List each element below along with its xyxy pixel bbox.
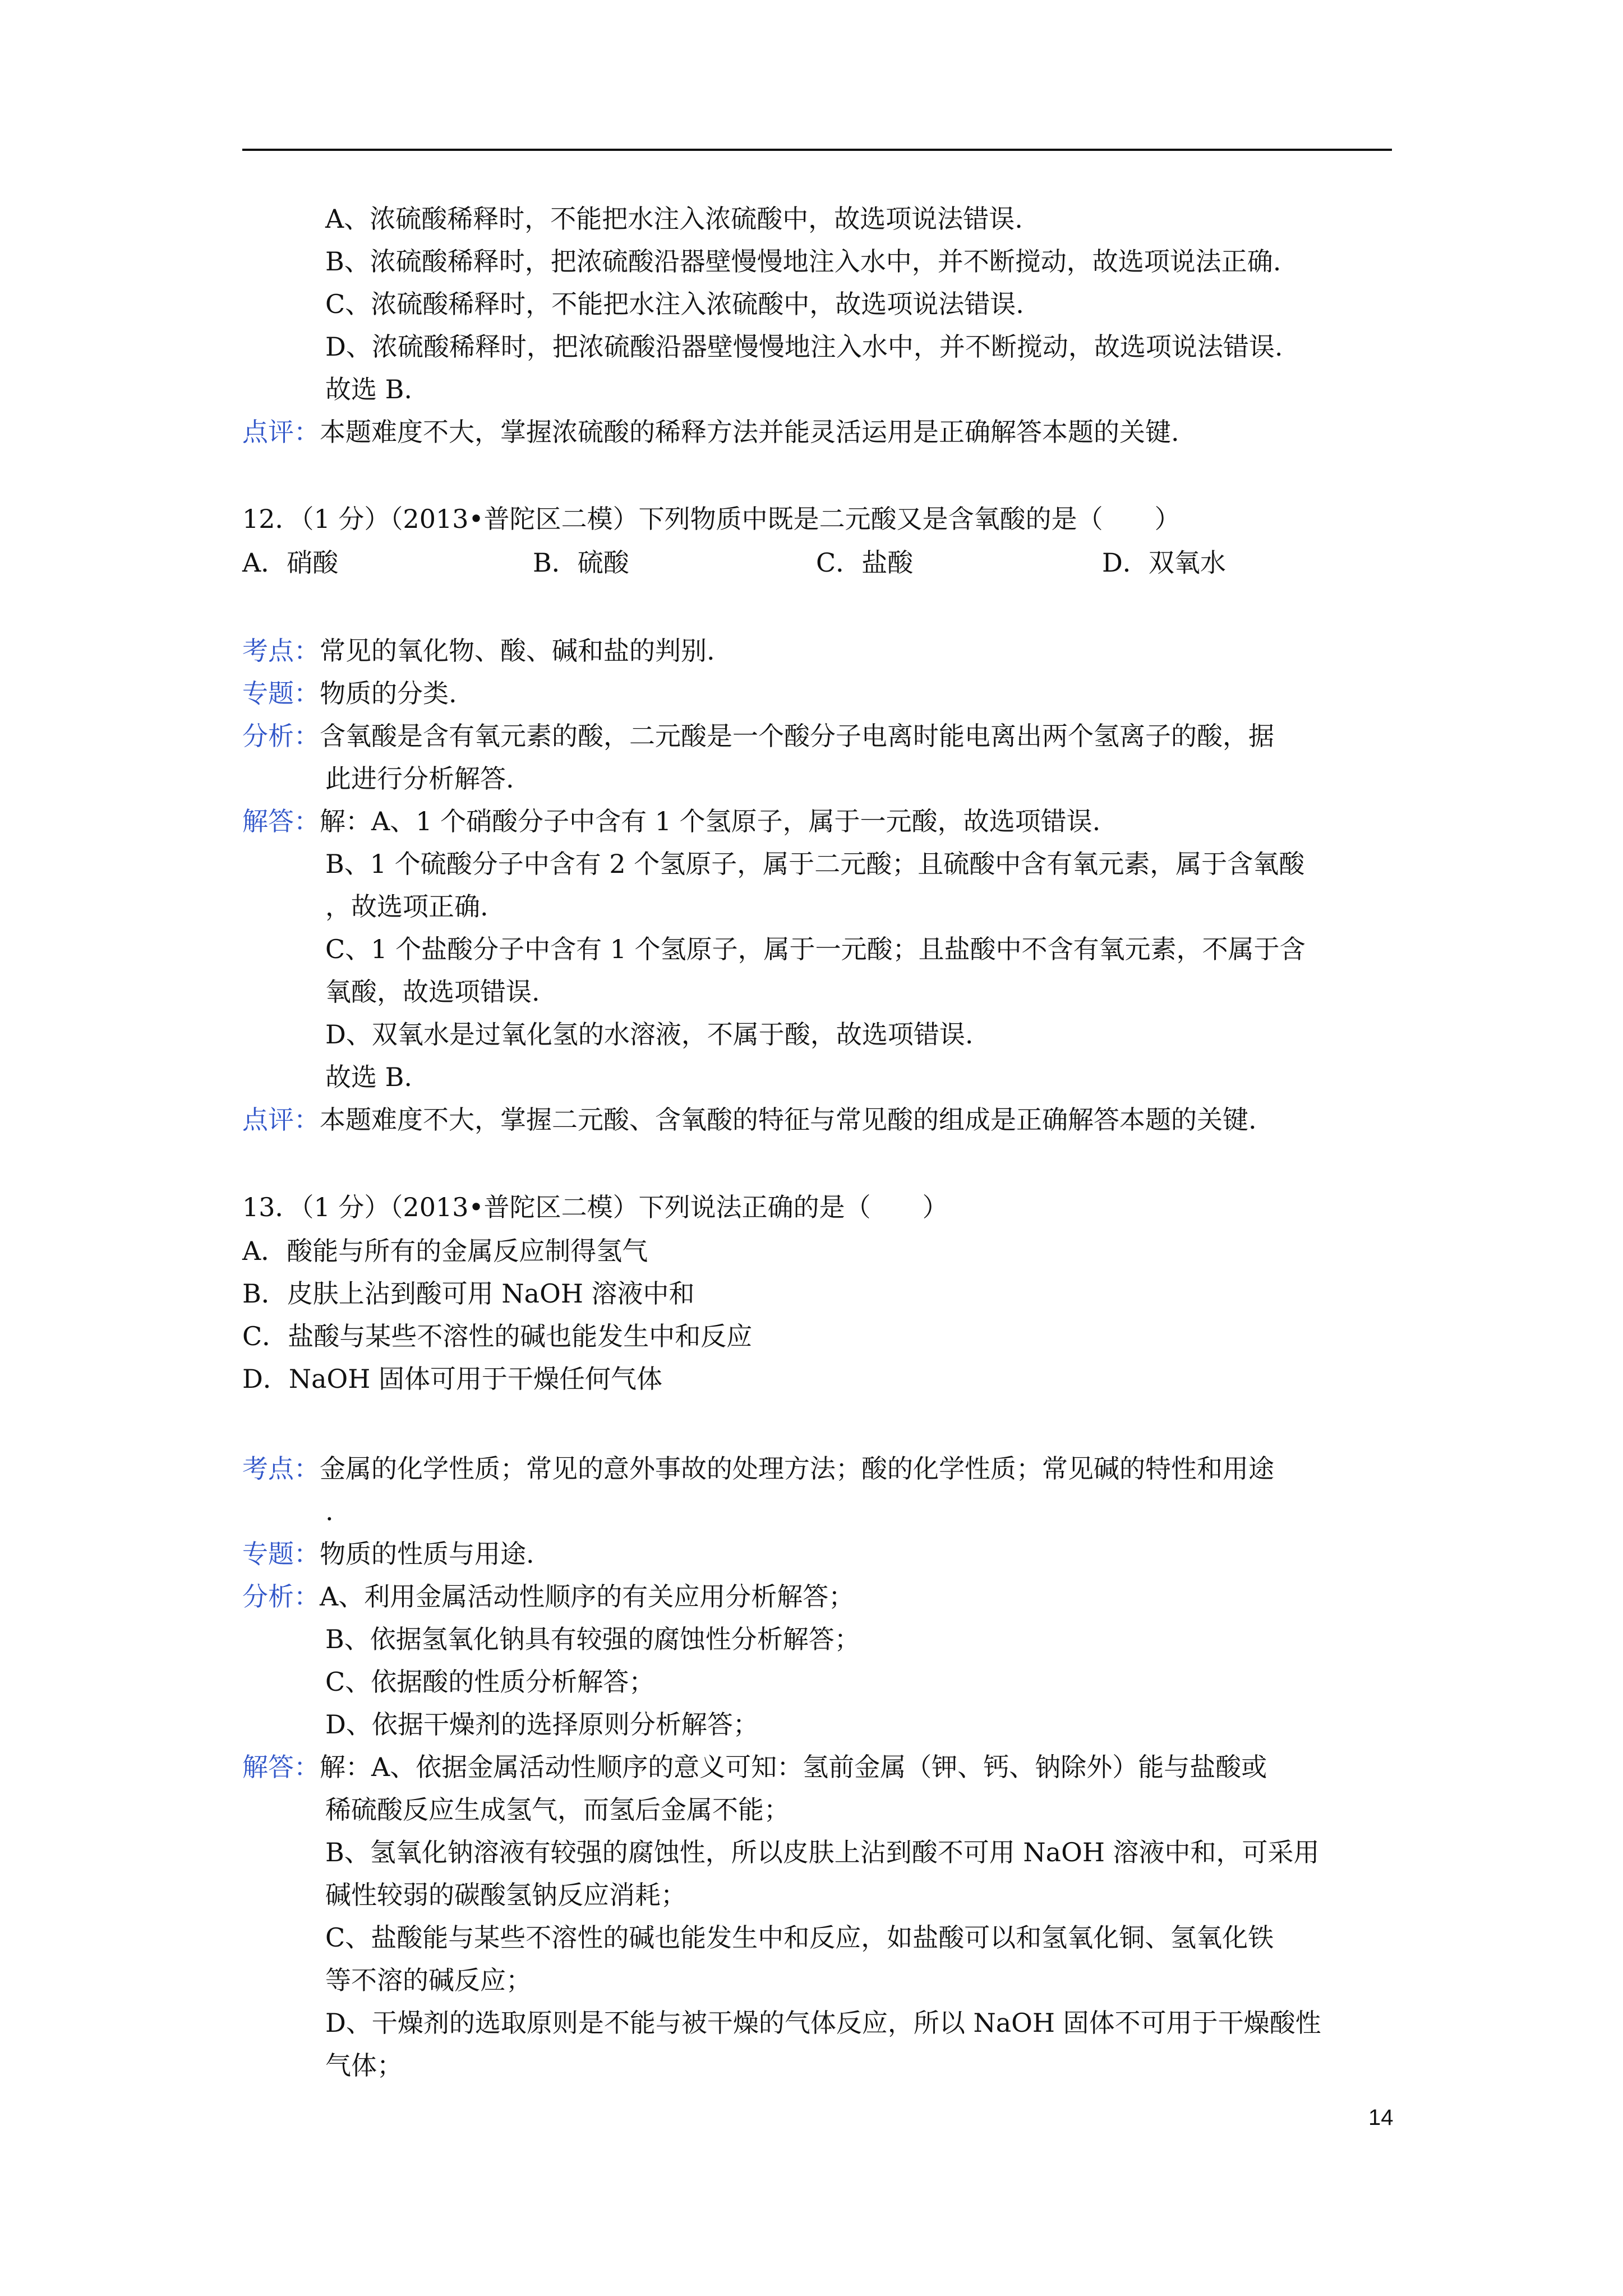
zhuanti-text: 物质的性质与用途. [320, 1539, 534, 1569]
q12-stem: 12．（1 分）（2013•普陀区二模）下列物质中既是二元酸又是含氧酸的是（ ） [242, 504, 1181, 534]
q12-option-b: B．硫酸 [533, 547, 629, 578]
q12-jieda-line: ，故选项正确. [325, 891, 488, 922]
q13-jieda-line: B、氢氧化钠溶液有较强的腐蚀性，所以皮肤上沾到酸不可用 NaOH 溶液中和，可采用 [325, 1837, 1320, 1867]
jieda-text: 解：A、1 个硝酸分子中含有 1 个氢原子，属于一元酸，故选项错误. [320, 806, 1101, 836]
q13-kaodian [242, 1452, 1274, 1485]
zhuanti-text: 物质的分类. [320, 678, 457, 708]
q12-option-a: A．硝酸 [242, 547, 339, 578]
kaodian-text: 常见的氧化物、酸、碱和盐的判别. [320, 636, 715, 666]
q13-jieda-line: C、盐酸能与某些不溶性的碱也能发生中和反应，如盐酸可以和氢氧化铜、氢氧化铁 [325, 1922, 1274, 1953]
q11-answer-line: 故选 B. [325, 374, 413, 404]
q13-fenxi-line: B、依据氢氧化钠具有较强的腐蚀性分析解答； [325, 1624, 860, 1654]
q13-kaodian-line: . [325, 1496, 334, 1526]
q13-fenxi-line: D、依据干燥剂的选择原则分析解答； [325, 1709, 759, 1740]
q11-answer-line: D、浓硫酸稀释时，把浓硫酸沿器壁慢慢地注入水中，并不断搅动，故选项说法错误. [325, 332, 1283, 362]
q12-jieda-line: 氧酸，故选项错误. [325, 977, 540, 1007]
q11-answer-line: C、浓硫酸稀释时，不能把水注入浓硫酸中，故选项说法错误. [325, 289, 1024, 319]
q12-kaodian [242, 634, 715, 668]
q12-jieda-line: 故选 B. [325, 1062, 413, 1092]
q13-jieda-line: D、干燥剂的选取原则是不能与被干燥的气体反应，所以 NaOH 固体不可用于干燥酸性 [325, 2008, 1321, 2038]
q12-option-c: C．盐酸 [816, 547, 914, 578]
q11-comment [242, 415, 1179, 449]
q13-option-c: C．盐酸与某些不溶性的碱也能发生中和反应 [242, 1321, 753, 1351]
q12-option-d: D．双氧水 [1102, 547, 1226, 578]
q13-jieda-line: 气体； [325, 2050, 403, 2081]
header-rule [242, 149, 1392, 151]
q11-answer-line: A、浓硫酸稀释时，不能把水注入浓硫酸中，故选项说法错误. [325, 204, 1023, 234]
kaodian-label: 考点： [242, 636, 320, 666]
q13-fenxi [242, 1580, 854, 1613]
q13-jieda-line: 稀硫酸反应生成氢气，而氢后金属不能； [325, 1795, 790, 1825]
q13-fenxi-line: C、依据酸的性质分析解答； [325, 1667, 655, 1697]
zhuanti-label: 专题： [242, 1539, 320, 1569]
q12-fenxi-line: 此进行分析解答. [325, 763, 514, 794]
q13-jieda-line: 等不溶的碱反应； [325, 1965, 532, 1995]
dianping-text: 本题难度不大，掌握二元酸、含氧酸的特征与常见酸的组成是正确解答本题的关键. [320, 1105, 1257, 1135]
q13-option-a: A．酸能与所有的金属反应制得氢气 [242, 1236, 648, 1266]
fenxi-label: 分析： [242, 1581, 320, 1612]
q12-fenxi [242, 719, 1274, 753]
q12-jieda-line: B、1 个硫酸分子中含有 2 个氢原子，属于二元酸；且硫酸中含有氧元素，属于含氧酸 [325, 849, 1305, 879]
fenxi-label: 分析： [242, 721, 320, 751]
jieda-label: 解答： [242, 1752, 320, 1782]
q13-option-b: B．皮肤上沾到酸可用 NaOH 溶液中和 [242, 1278, 695, 1309]
jieda-text: 解：A、依据金属活动性顺序的意义可知：氢前金属（钾、钙、钠除外）能与盐酸或 [320, 1752, 1267, 1782]
kaodian-label: 考点： [242, 1453, 320, 1484]
zhuanti-label: 专题： [242, 678, 320, 708]
q12-dianping [242, 1103, 1257, 1137]
q12-jieda [242, 804, 1100, 838]
q12-jieda-line: D、双氧水是过氧化氢的水溶液，不属于酸，故选项错误. [325, 1019, 974, 1050]
kaodian-text: 金属的化学性质；常见的意外事故的处理方法；酸的化学性质；常见碱的特性和用途 [320, 1453, 1274, 1484]
q13-zhuanti [242, 1537, 534, 1571]
jieda-label: 解答： [242, 806, 320, 836]
q13-jieda [242, 1750, 1267, 1784]
q12-zhuanti [242, 677, 457, 710]
q13-stem: 13．（1 分）（2013•普陀区二模）下列说法正确的是（ ） [242, 1192, 948, 1222]
dianping-label: 点评： [242, 1105, 320, 1135]
comment-label: 点评： [242, 417, 320, 447]
q12-jieda-line: C、1 个盐酸分子中含有 1 个氢原子，属于一元酸；且盐酸中不含有氧元素，不属于含 [325, 934, 1306, 964]
q13-option-d: D．NaOH 固体可用于干燥任何气体 [242, 1364, 663, 1394]
q11-answer-line: B、浓硫酸稀释时，把浓硫酸沿器壁慢慢地注入水中，并不断搅动，故选项说法正确. [325, 246, 1281, 277]
q13-jieda-line: 碱性较弱的碳酸氢钠反应消耗； [325, 1880, 686, 1910]
fenxi-text: 含氧酸是含有氧元素的酸，二元酸是一个酸分子电离时能电离出两个氢离子的酸，据 [320, 721, 1274, 751]
comment-text: 本题难度不大，掌握浓硫酸的稀释方法并能灵活运用是正确解答本题的关键. [320, 417, 1179, 447]
page-number: 14 [1368, 2105, 1394, 2130]
fenxi-text: A、利用金属活动性顺序的有关应用分析解答； [320, 1581, 855, 1612]
